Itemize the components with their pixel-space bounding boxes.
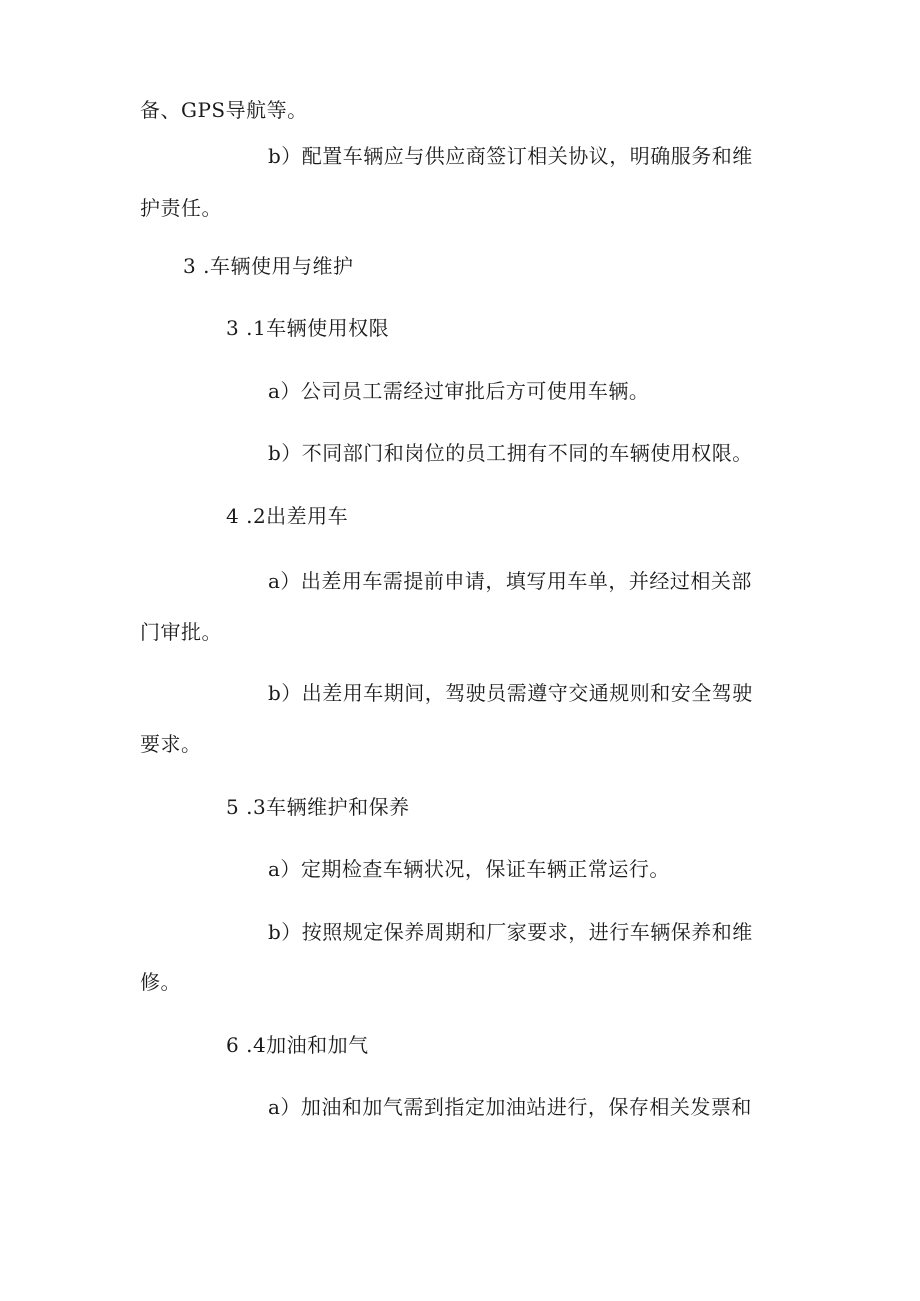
text-line-item-b-permission-levels: b）不同部门和岗位的员工拥有不同的车辆使用权限。 bbox=[268, 441, 753, 465]
text-line-item-b-traffic-rules: b）出差用车期间，驾驶员需遵守交通规则和安全驾驶 bbox=[268, 681, 753, 705]
text-line-item-a-designated-station: a）加油和加气需到指定加油站进行，保存相关发票和 bbox=[268, 1095, 752, 1119]
text-line-continuation-department-approval: 门审批。 bbox=[140, 620, 222, 644]
text-line-continuation-requirements: 要求。 bbox=[140, 732, 202, 756]
subsection-heading-vehicle-use-permission: 3 .1车辆使用权限 bbox=[226, 316, 390, 340]
text-line-item-a-regular-inspection: a）定期检查车辆状况，保证车辆正常运行。 bbox=[268, 857, 670, 881]
text-line-item-a-trip-application: a）出差用车需提前申请，填写用车单，并经过相关部 bbox=[268, 569, 752, 593]
text-line-item-a-approval: a）公司员工需经过审批后方可使用车辆。 bbox=[268, 379, 650, 403]
subsection-heading-maintenance: 5 .3车辆维护和保养 bbox=[226, 795, 410, 819]
subsection-heading-business-trip: 4 .2出差用车 bbox=[226, 504, 349, 528]
text-line-continuation-repair: 修。 bbox=[140, 970, 181, 994]
text-line-item-b-maintenance-cycle: b）按照规定保养周期和厂家要求，进行车辆保养和维 bbox=[268, 920, 753, 944]
subsection-heading-refueling: 6 .4加油和加气 bbox=[226, 1033, 369, 1057]
text-line-item-b-vehicle-agreement: b）配置车辆应与供应商签订相关协议，明确服务和维 bbox=[268, 144, 753, 168]
text-line-continuation-responsibility: 护责任。 bbox=[140, 196, 222, 220]
section-heading-vehicle-use-maintenance: 3 .车辆使用与维护 bbox=[183, 254, 354, 278]
text-line-continuation-gps: 备、GPS导航等。 bbox=[140, 98, 308, 122]
